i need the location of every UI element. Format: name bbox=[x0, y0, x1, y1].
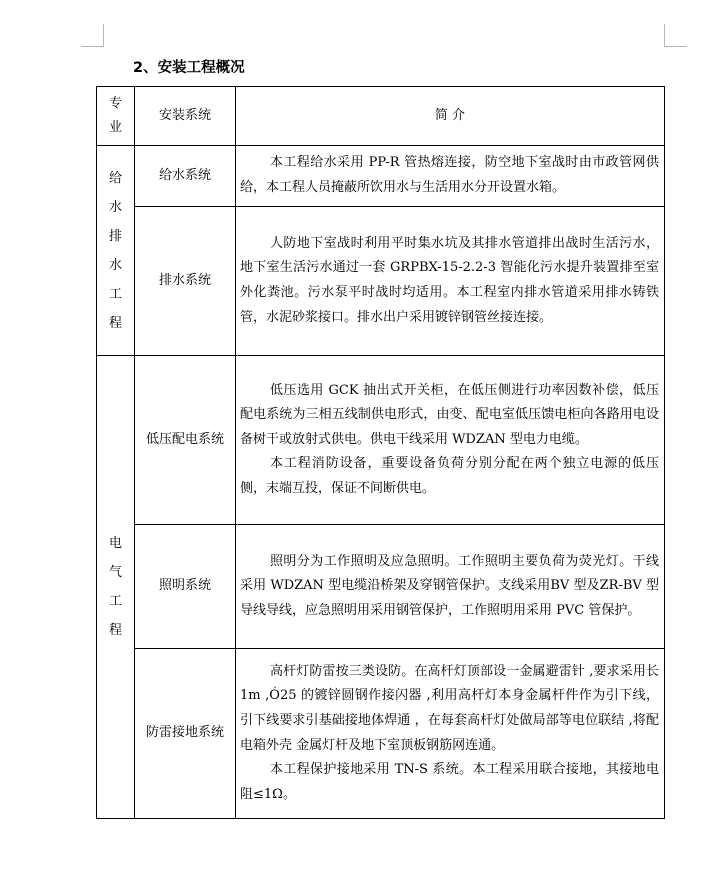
description-paragraph: 照明分为工作照明及应急照明。工作照明主要负荷为荧光灯。干线采用 WDZAN 型电缆沿桥架及穿钢管保护。支线采用BV 型及ZR-BV 型导线导线，应急照明用采用钢管保护，工作照明用采用 PVC 管保护。 bbox=[240, 553, 659, 618]
table-row bbox=[97, 207, 665, 356]
major-char: 程 bbox=[108, 623, 122, 638]
system-description bbox=[236, 146, 665, 207]
description-paragraph: 本工程消防设备，重要设备负荷分别分配在两个独立电源的低压侧，末端互投，保证不间断供电。 bbox=[240, 456, 659, 496]
installation-overview-table bbox=[96, 86, 665, 819]
table-row bbox=[97, 525, 665, 649]
system-description bbox=[236, 356, 665, 525]
major-char: 给 bbox=[108, 170, 122, 186]
system-description bbox=[236, 207, 665, 356]
system-name: 防雷接地系统 bbox=[135, 649, 236, 819]
major-cell-electrical bbox=[97, 356, 135, 819]
section-heading: 2、安装工程概况 bbox=[133, 60, 245, 76]
system-description bbox=[236, 525, 665, 649]
major-cell-water bbox=[97, 146, 135, 356]
system-description bbox=[236, 649, 665, 819]
major-char: 水 bbox=[108, 199, 122, 215]
table-row bbox=[97, 649, 665, 819]
description-paragraph: 本工程给水采用 PP-R 管热熔连接，防空地下室战时由市政管网供给，本工程人员掩蔽所饮用水与生活用水分开设置水箱。 bbox=[240, 155, 659, 195]
major-char: 工 bbox=[108, 286, 122, 302]
margin-corner-mark bbox=[81, 24, 104, 47]
description-paragraph: 低压选用 GCK 抽出式开关柜，在低压侧进行功率因数补偿，低压配电系统为三相五线制供电形式，由变、配电室低压馈电柜向各路用电设备树干或放射式供电。供电干线采用 WDZAN 型电力电缆。 bbox=[240, 382, 659, 447]
major-char: 工 bbox=[108, 594, 122, 609]
major-char: 电 bbox=[108, 536, 122, 551]
description-paragraph: 本工程保护接地采用 TN-S 系统。本工程采用联合接地，其接地电阻≤1Ω。 bbox=[240, 762, 659, 802]
header-system: 安装系统 bbox=[135, 87, 236, 146]
major-char: 程 bbox=[108, 315, 122, 331]
header-major-char: 专 bbox=[108, 96, 122, 111]
description-paragraph: 高杆灯防雷按三类设防。在高杆灯顶部设一金属避雷针 ,要求采用长 1m ,Ó25 的镀锌圆钢作接闪器 ,利用高杆灯本身金属杆件作为引下线，引下线要求引基础接地体焊通 ，在每套高杆灯处做局部等电位联结 ,将配电箱外壳 金属灯杆及地下室顶板钢筋网连通。 bbox=[240, 663, 659, 753]
header-major-char: 业 bbox=[108, 120, 122, 135]
system-name: 排水系统 bbox=[135, 207, 236, 356]
table-header-row bbox=[97, 87, 665, 146]
header-intro: 简 介 bbox=[236, 87, 665, 146]
major-char: 水 bbox=[108, 257, 122, 273]
table-row bbox=[97, 356, 665, 525]
description-paragraph: 人防地下室战时利用平时集水坑及其排水管道排出战时生活污水，地下室生活污水通过一套 GRPBX-15-2.2-3 智能化污水提升装置排至室外化粪池。污水泵平时战时均适用。本工程室内排水管道采用排水铸铁管，水泥砂浆接口。排水出户采用镀锌钢管丝接连接。 bbox=[240, 235, 659, 325]
margin-corner-mark bbox=[664, 24, 687, 47]
system-name: 给水系统 bbox=[135, 146, 236, 207]
header-major bbox=[97, 87, 135, 146]
system-name: 低压配电系统 bbox=[135, 356, 236, 525]
major-char: 排 bbox=[108, 228, 122, 244]
system-name: 照明系统 bbox=[135, 525, 236, 649]
major-char: 气 bbox=[108, 565, 122, 580]
table-row bbox=[97, 146, 665, 207]
